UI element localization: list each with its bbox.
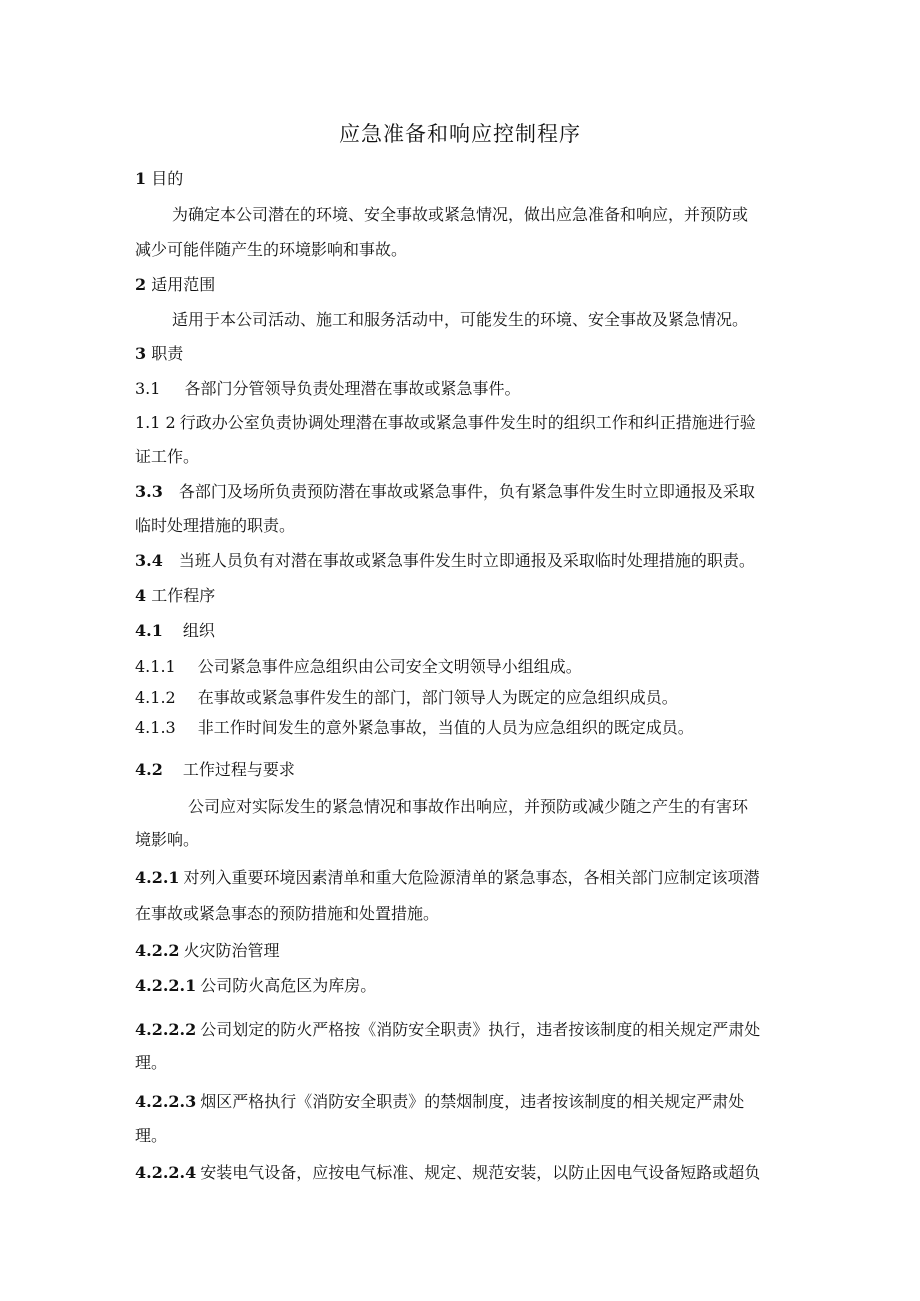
item-number: 3.1: [135, 379, 161, 398]
section-number: 4: [135, 586, 147, 605]
list-item: [135, 718, 694, 738]
item-number: 1.1 2: [135, 413, 176, 432]
list-item: [135, 482, 755, 502]
list-item: [135, 1020, 760, 1040]
item-number: 3.3: [135, 482, 163, 501]
paragraph-line: 临时处理措施的职责。: [135, 516, 296, 535]
item-text: 各部门及场所负责预防潜在事故或紧急事件，负有紧急事件发生时立即通报及采取: [178, 482, 755, 501]
item-number: 4.2.2.3: [135, 1092, 197, 1111]
section-title: 职责: [151, 344, 184, 363]
paragraph-line: 证工作。: [135, 447, 200, 466]
paragraph-line: 在事故或紧急事态的预防措施和处置措施。: [135, 904, 440, 923]
item-number: 4.2.2.4: [135, 1163, 197, 1182]
section-number: 1: [135, 169, 147, 188]
item-text: 公司紧急事件应急组织由公司安全文明领导小组组成。: [197, 657, 582, 676]
paragraph-line: 适用于本公司活动、施工和服务活动中，可能发生的环境、安全事故及紧急情况。: [172, 310, 749, 329]
paragraph-line: 减少可能伴随产生的环境影响和事故。: [135, 240, 408, 259]
section-heading-2: [135, 275, 215, 295]
section-title: 工作程序: [151, 586, 216, 605]
item-text: 公司划定的防火严格按《消防安全职责》执行，违者按该制度的相关规定严肃处: [200, 1020, 761, 1039]
subsection-heading: [135, 760, 295, 780]
paragraph-line: 理。: [135, 1053, 168, 1072]
paragraph-line: 为确定本公司潜在的环境、安全事故或紧急情况，做出应急准备和响应，并预防或: [172, 205, 749, 224]
subsection-heading: [135, 621, 215, 641]
paragraph-line: 理。: [135, 1126, 168, 1145]
list-item: [135, 413, 756, 433]
item-text: 组织: [182, 621, 215, 640]
paragraph-line: 境影响。: [135, 830, 200, 849]
section-number: 3: [135, 344, 147, 363]
item-text: 火灾防治管理: [183, 941, 280, 960]
item-text: 安装电气设备，应按电气标准、规定、规范安装，以防止因电气设备短路或超负: [200, 1163, 761, 1182]
item-number: 4.2.1: [135, 868, 180, 887]
item-text: 当班人员负有对潜在事故或紧急事件发生时立即通报及采取临时处理措施的职责。: [178, 551, 755, 570]
item-number: 4.2.2.1: [135, 976, 197, 995]
list-item: [135, 688, 678, 708]
item-number: 4.2.2.2: [135, 1020, 197, 1039]
item-text: 行政办公室负责协调处理潜在事故或紧急事件发生时的组织工作和纠正措施进行验: [179, 413, 756, 432]
item-number: 4.1: [135, 621, 163, 640]
item-number: 4.1.3: [135, 718, 176, 737]
item-number: 4.2: [135, 760, 163, 779]
section-title: 目的: [151, 169, 184, 188]
list-item: [135, 941, 280, 961]
section-number: 2: [135, 275, 147, 294]
list-item: [135, 657, 582, 677]
section-heading-3: [135, 344, 183, 364]
section-heading-4: [135, 586, 215, 606]
list-item: [135, 976, 376, 996]
section-heading-1: [135, 169, 183, 189]
item-number: 4.2.2: [135, 941, 180, 960]
item-number: 3.4: [135, 551, 163, 570]
item-text: 非工作时间发生的意外紧急事故，当值的人员为应急组织的既定成员。: [197, 718, 694, 737]
list-item: [135, 551, 755, 571]
page-title: 应急准备和响应控制程序: [339, 122, 581, 146]
item-number: 4.1.1: [135, 657, 176, 676]
item-text: 对列入重要环境因素清单和重大危险源清单的紧急事态，各相关部门应制定该项潜: [183, 868, 760, 887]
item-text: 在事故或紧急事件发生的部门，部门领导人为既定的应急组织成员。: [197, 688, 678, 707]
list-item: [135, 379, 520, 399]
list-item: [135, 1163, 760, 1183]
item-number: 4.1.2: [135, 688, 176, 707]
item-text: 公司防火高危区为库房。: [200, 976, 377, 995]
item-text: 烟区严格执行《消防安全职责》的禁烟制度，违者按该制度的相关规定严肃处: [200, 1092, 745, 1111]
item-text: 工作过程与要求: [182, 760, 295, 779]
paragraph-line: 公司应对实际发生的紧急情况和事故作出响应，并预防或减少随之产生的有害环: [188, 797, 749, 816]
list-item: [135, 1092, 744, 1112]
item-text: 各部门分管领导负责处理潜在事故或紧急事件。: [184, 379, 521, 398]
section-title: 适用范围: [151, 275, 216, 294]
list-item: [135, 868, 760, 888]
